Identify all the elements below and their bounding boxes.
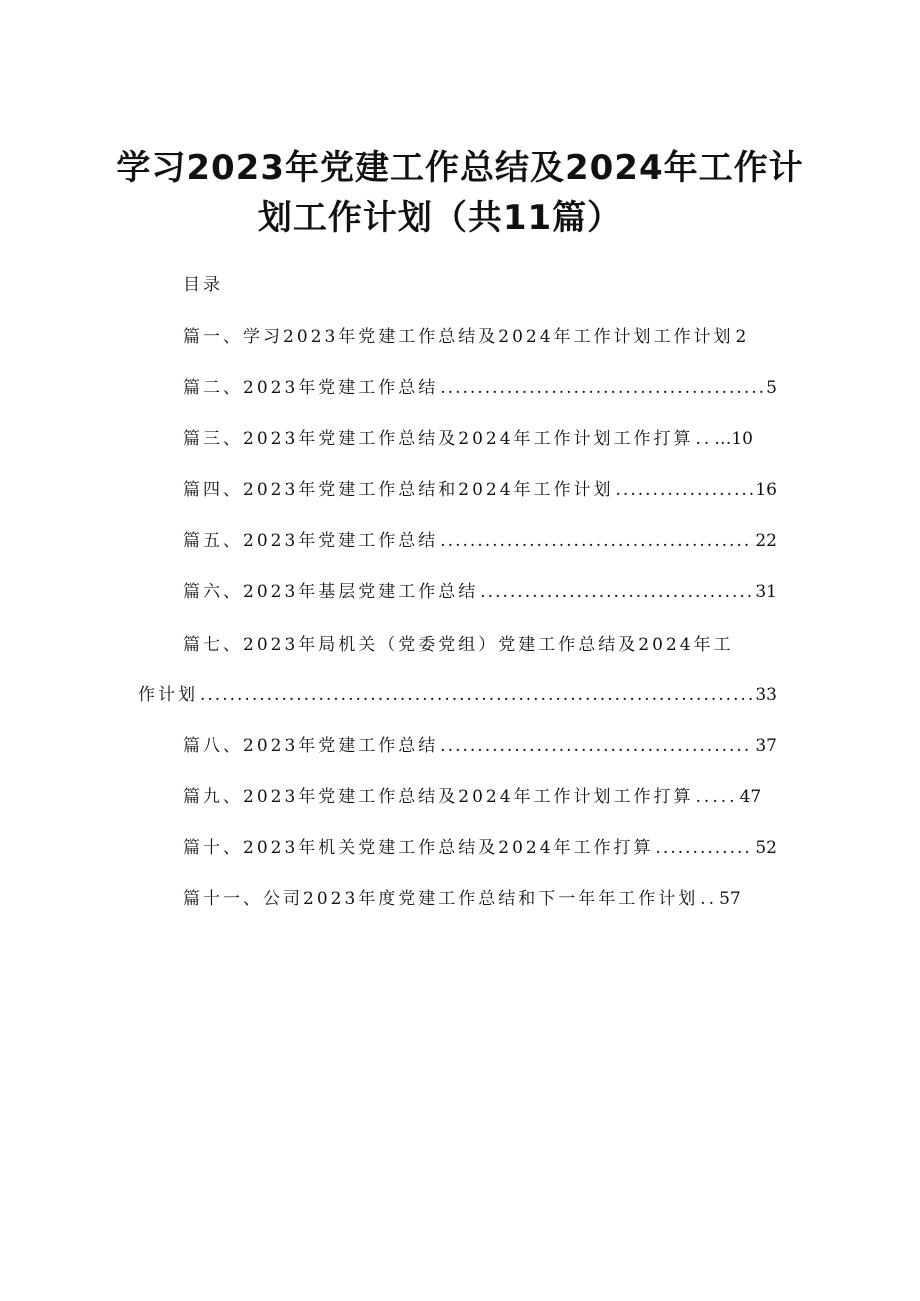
toc-entry-page: 37 — [755, 736, 777, 756]
document-title-line-1: 学习2023年党建工作总结及2024年工作计 — [116, 148, 804, 188]
toc-entry-label: 篇八、2023年党建工作总结 — [183, 736, 439, 756]
toc-entry-page: 31 — [755, 582, 777, 602]
toc-entry-page: …10 — [714, 429, 753, 449]
toc-entry-page: 16 — [755, 480, 777, 500]
toc-dot-leader — [438, 378, 764, 398]
toc-dot-leader — [198, 685, 753, 705]
toc-entry-page: 33 — [755, 685, 777, 705]
toc-entry-page: 5 — [766, 378, 777, 398]
toc-entry-label: 篇一、学习2023年党建工作总结及2024年工作计划工作计划 — [183, 327, 734, 347]
toc-dot-leader — [438, 531, 753, 551]
toc-dot-leader — [654, 838, 754, 858]
toc-entry-label: 篇十、2023年机关党建工作总结及2024年工作打算 — [183, 838, 654, 858]
toc-entry-8[interactable] — [183, 731, 777, 757]
toc-entry-short-leader: .. — [695, 429, 713, 449]
toc-entry-label: 篇六、2023年基层党建工作总结 — [183, 582, 479, 602]
toc-entry-9[interactable] — [183, 782, 777, 808]
document-title-line-2: 划工作计划（共11篇） — [257, 198, 623, 238]
toc-entry-label: 作计划 — [138, 685, 198, 705]
toc-entry-label: 篇三、2023年党建工作总结及2024年工作计划工作打算 — [183, 429, 694, 449]
toc-entry-label: 篇五、2023年党建工作总结 — [183, 531, 439, 551]
toc-entry-label: 篇二、2023年党建工作总结 — [183, 378, 439, 398]
toc-dot-leader — [478, 582, 753, 602]
toc-heading: 目录 — [183, 275, 223, 295]
toc-dot-leader — [438, 736, 753, 756]
toc-dot-leader — [614, 480, 754, 500]
toc-entry-6[interactable] — [183, 577, 777, 603]
toc-entry-10[interactable] — [183, 833, 777, 859]
toc-entry-page: 52 — [755, 838, 777, 858]
toc-entry-page: 57 — [719, 889, 741, 909]
toc-entry-label: 篇四、2023年党建工作总结和2024年工作计划 — [183, 480, 614, 500]
toc-entry-short-leader: .. — [700, 889, 718, 909]
toc-entry-7[interactable] — [138, 680, 777, 706]
toc-entry-7-label-line-1[interactable]: 篇七、2023年局机关（党委党组）党建工作总结及2024年工 — [183, 635, 734, 655]
toc-entry-5[interactable] — [183, 526, 777, 552]
toc-entry-label: 篇九、2023年党建工作总结及2024年工作计划工作打算 — [183, 787, 694, 807]
toc-entry-11[interactable] — [183, 884, 777, 910]
toc-entry-page: 47 — [739, 787, 762, 807]
toc-entry-short-leader: ..... — [695, 787, 738, 807]
toc-entry-1[interactable] — [183, 322, 777, 348]
toc-entry-3[interactable] — [183, 424, 777, 450]
toc-entry-label: 篇十一、公司2023年度党建工作总结和下一年年工作计划 — [183, 889, 699, 909]
toc-entry-4[interactable] — [183, 475, 777, 501]
toc-entry-2[interactable] — [183, 373, 777, 399]
toc-entry-page: 2 — [735, 327, 747, 347]
toc-entry-page: 22 — [755, 531, 777, 551]
